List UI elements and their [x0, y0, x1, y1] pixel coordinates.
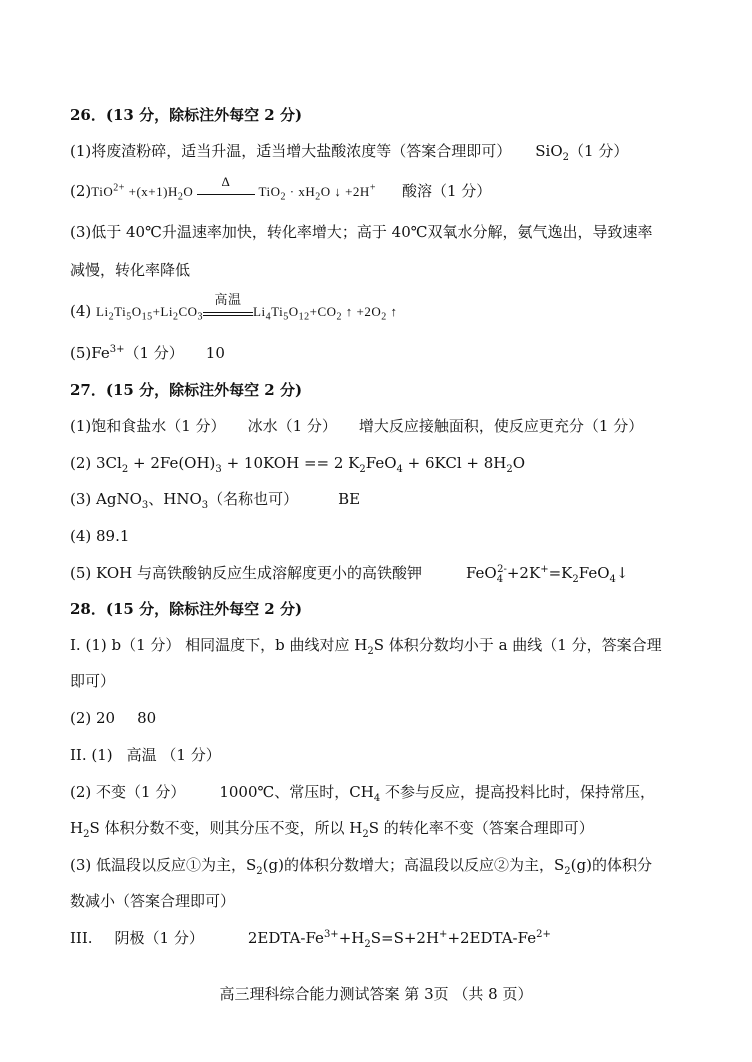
q26-answer-1: (1)将废渣粉碎，适当升温，适当增大盐酸浓度等（答案合理即可） SiO$_2$（1 分） — [70, 142, 629, 163]
q26-answer-3b: 减慢，转化率降低 — [70, 261, 191, 279]
reaction-condition-arrow: Δ — [197, 192, 255, 195]
q26-heading: 26．(13 分，除标注外每空 2 分) — [70, 106, 303, 124]
q28-part1-answer-2: (2) 20 80 — [70, 709, 157, 727]
q27-heading: 27．(15 分，除标注外每空 2 分) — [70, 381, 303, 399]
q26-answer-4: (4) $Li_2Ti_5O_{15}+Li_2CO_3$ 高温 $Li_4Ti_5O_{12}+CO_2$ ↑ $+2O_2$ ↑ — [70, 292, 398, 323]
q26-answer-5: $(5)Fe^{3+}(1$ 分） 10 — [70, 344, 225, 362]
q28-part3-answer: III. 阴极（1 分） $2EDTA-Fe^{3+}+H_2S=S+2H^++2EDTA-Fe^{2+}$ — [70, 929, 551, 950]
q27-answer-2: (2) $3Cl_2 + 2Fe(OH)_3 + 10KOH == 2$ $K_2FeO_4 + 6KCl + 8H_2O$ — [70, 454, 526, 475]
q28-part1-answer-1a: I. (1) b（1 分） 相同温度下，b 曲线对应 $H_2S$ 体积分数均小于 a 曲线（1 分，答案合理 — [70, 636, 662, 657]
q28-part1-answer-1b: 即可） — [70, 672, 116, 690]
q27-answer-5: (5) KOH 与高铁酸钠反应生成溶解度更小的高铁酸钾 $FeO_4^{2-}+2K^+=K_2FeO_4↓$ — [70, 564, 629, 585]
q27-answer-1: (1)饱和食盐水（1 分） 冰水（1 分） 增大反应接触面积，使反应更充分（1 分） — [70, 417, 644, 435]
q28-part2-answer-1: II. (1) 高温 （1 分） — [70, 746, 221, 764]
hydrolysis-equation: $TiO^{2+} +(x+1)H_2O$ Δ $TiO_2 \cdot xH_2O$ ↓ +2H+ — [91, 173, 376, 203]
q26-answer-2: $(2)TiO^{2+} +(x+1)H_2O$ Δ $TiO_2 \cdot xH_2O$ ↓ +2H+ 酸溶（1 分） — [70, 173, 492, 203]
q28-heading: 28．(15 分，除标注外每空 2 分) — [70, 600, 303, 618]
q27-answer-3: (3) AgNO$_3$、$HNO_3$（名称也可） BE — [70, 490, 361, 511]
q27-answer-4: (4) 89.1 — [70, 527, 130, 545]
q28-part2-answer-3b: 数减小（答案合理即可） — [70, 892, 236, 910]
q28-part2-answer-3a: (3) 低温段以反应①为主，$S_2(g)$的体积分数增大；高温段以反应②为主，$S_2(g)$的体积分 — [70, 856, 652, 877]
q28-part2-answer-2a: (2) 不变（1 分） 1000℃、常压时，$CH_4$ 不参与反应，提高投料比时，保持常压， — [70, 783, 655, 804]
q26-answer-3a: (3)低于 40℃升温速率加快，转化率增大；高于 40℃双氧水分解，氨气逸出，导致速率 — [70, 223, 653, 241]
high-temp-condition: 高温 — [203, 310, 253, 316]
q28-part2-answer-2b: $H_2S$ 体积分数不变，则其分压不变，所以 $H_2S$ 的转化率不变（答案合理即可） — [70, 819, 594, 840]
page-footer: 高三理科综合能力测试答案 第 3页 （共 8 页） — [219, 985, 533, 1003]
calcination-equation: $Li_2Ti_5O_{15}+Li_2CO_3$ 高温 $Li_4Ti_5O_{12}+CO_2$ ↑ $+2O_2$ ↑ — [96, 292, 398, 323]
